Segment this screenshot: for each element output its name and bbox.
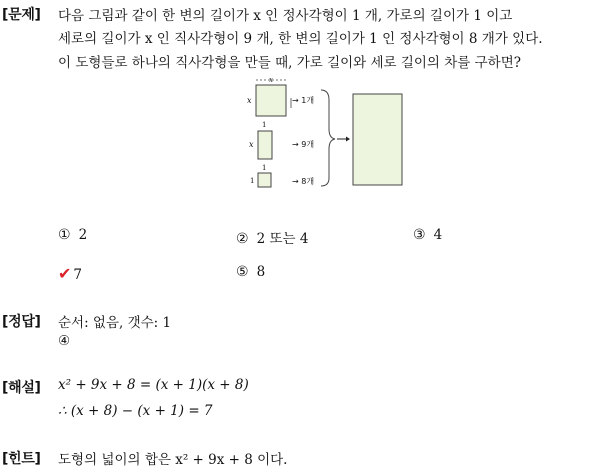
choice-1[interactable] <box>58 227 87 243</box>
choice-2[interactable] <box>236 227 308 247</box>
choice-3-mark: ③ <box>413 227 426 243</box>
answer-label: [정답] <box>2 314 41 330</box>
choice-1-text: 2 <box>78 227 88 243</box>
rect-1-by-x <box>258 131 272 159</box>
right-brace <box>321 90 335 186</box>
count-square-x: → 1개 <box>292 96 315 105</box>
choice-5-mark: ⑤ <box>236 264 249 280</box>
hint-label: [힌트] <box>2 451 41 467</box>
solution-line-2: ∴ (x + 8) − (x + 1) = 7 <box>58 403 213 419</box>
solution-label: [해설] <box>2 380 41 396</box>
problem-label: [문제] <box>2 7 41 23</box>
choice-4[interactable] <box>58 264 82 283</box>
choice-4-text: 7 <box>73 267 82 283</box>
check-icon: ✔ <box>58 264 72 283</box>
square-x-top-label: x <box>269 76 273 84</box>
rect-side-label: x <box>249 140 254 149</box>
choice-5[interactable] <box>236 264 265 280</box>
hint-line-1: 도형의 넓이의 합은 x² + 9x + 8 이다. <box>58 452 288 468</box>
choice-2-mark: ② <box>236 231 249 247</box>
square-x <box>256 85 286 116</box>
count-square-1: → 8개 <box>292 177 315 186</box>
choice-3-text: 4 <box>433 227 443 243</box>
square-1-side-label: 1 <box>250 177 255 185</box>
solution-line-1: x² + 9x + 8 = (x + 1)(x + 8) <box>58 377 249 393</box>
problem-line-2: 세로의 길이가 x 인 직사각형이 9 개, 한 변의 길이가 1 인 정사각형이 8 개가 있다. <box>58 31 543 47</box>
choice-2-text: 2 또는 4 <box>256 231 309 247</box>
square-x-side-label: x <box>247 96 252 105</box>
result-arrowhead <box>346 137 350 142</box>
choice-5-text: 8 <box>256 264 266 280</box>
answer-line-2: ④ <box>58 333 71 349</box>
choice-1-mark: ① <box>58 227 71 243</box>
problem-figure <box>245 74 415 192</box>
square-1 <box>258 173 271 187</box>
result-rectangle <box>353 94 402 185</box>
answer-line-1: 순서: 없음, 갯수: 1 <box>58 315 172 331</box>
count-rect: → 9개 <box>292 140 315 149</box>
rect-top-label: 1 <box>262 121 267 129</box>
choice-3[interactable] <box>413 227 442 243</box>
problem-line-3: 이 도형들로 하나의 직사각형을 만들 때, 가로 길이와 세로 길이의 차를 구하면? <box>58 55 522 71</box>
problem-line-1: 다음 그림과 같이 한 변의 길이가 x 인 정사각형이 1 개, 가로의 길이가 1 이고 <box>58 8 513 24</box>
square-1-top-label: 1 <box>262 164 267 172</box>
